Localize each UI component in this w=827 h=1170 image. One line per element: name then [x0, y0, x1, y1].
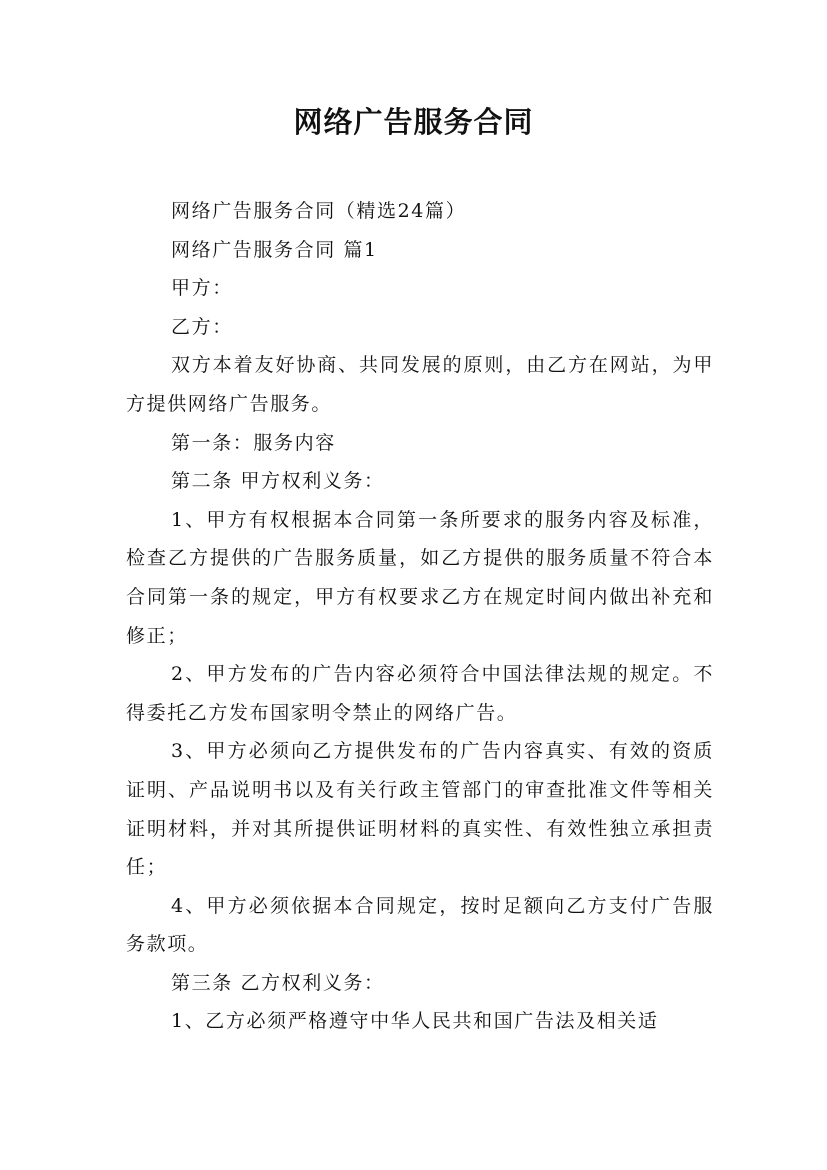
paragraph: 第二条 甲方权利义务：	[171, 470, 385, 493]
paragraph: 第一条：服务内容	[171, 431, 336, 454]
document-title: 网络广告服务合同	[293, 105, 534, 139]
paragraph: 双方本着友好协商、共同发展的原则，由乙方在网站，为甲方提供网络广告服务。	[126, 354, 714, 415]
document-body	[126, 192, 714, 1041]
paragraph: 4、甲方必须依据本合同规定，按时足额向乙方支付广告服务款项。	[126, 894, 714, 956]
paragraph: 网络广告服务合同（精选24篇）	[171, 200, 467, 222]
paragraph: 1、甲方有权根据本合同第一条所要求的服务内容及标准，检查乙方提供的广告服务质量，如乙方提供的服务质量不符合本合同第一条的规定，甲方有权要求乙方在规定时间内做出补充和修正；	[126, 508, 714, 647]
paragraph: 乙方：	[171, 315, 233, 338]
paragraph: 2、甲方发布的广告内容必须符合中国法律法规的规定。不得委托乙方发布国家明令禁止的网络广告。	[126, 663, 714, 724]
paragraph: 3、甲方必须向乙方提供发布的广告内容真实、有效的资质证明、产品说明书以及有关行政主管部门的审查批准文件等相关证明材料，并对其所提供证明材料的真实性、有效性独立承担责任；	[126, 740, 714, 879]
paragraph: 甲方：	[171, 277, 233, 300]
paragraph: 网络广告服务合同 篇1	[171, 238, 378, 261]
paragraph: 1、乙方必须严格遵守中华人民共和国广告法及相关适	[171, 1010, 659, 1033]
paragraph: 第三条 乙方权利义务：	[171, 971, 385, 994]
